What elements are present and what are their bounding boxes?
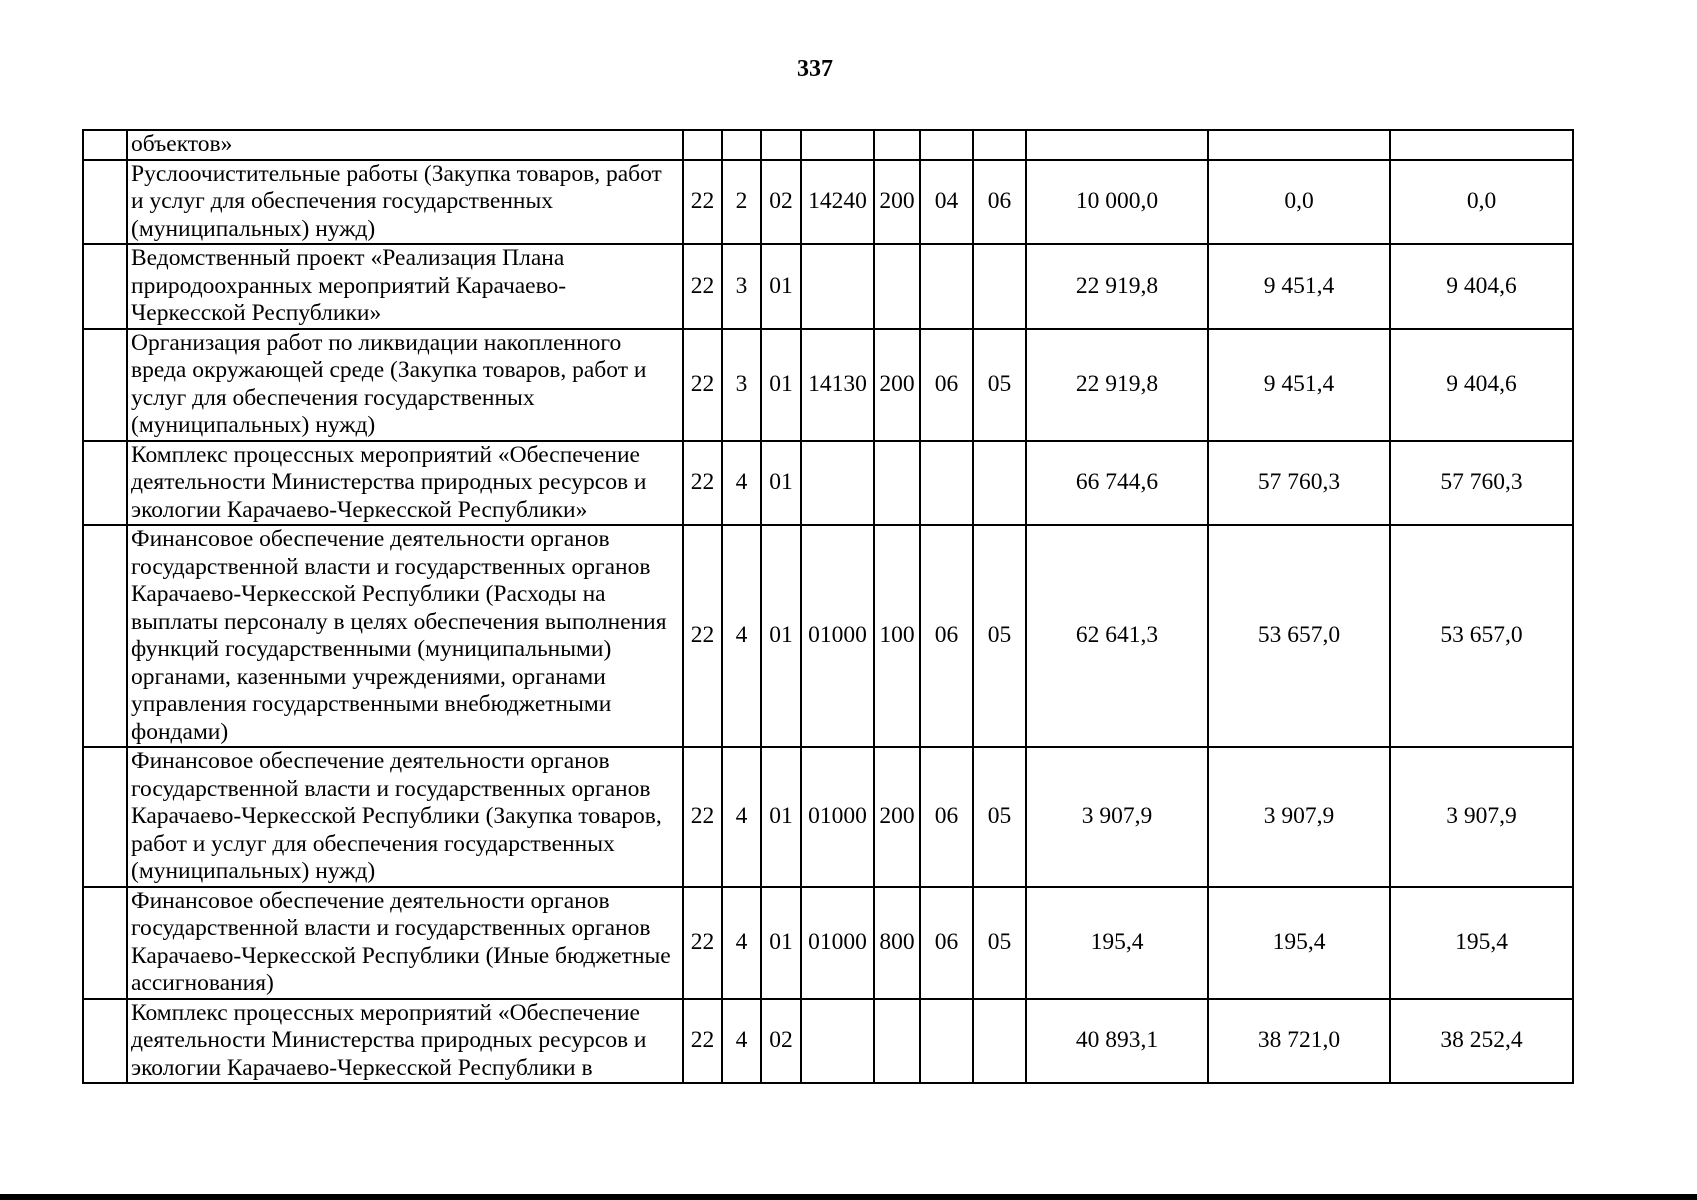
table-body <box>83 130 1573 1083</box>
table-row <box>83 999 1573 1084</box>
code-cell-ministry: 22 <box>683 441 722 526</box>
table-row <box>83 525 1573 747</box>
code-cell-section <box>920 130 973 160</box>
table-row <box>83 747 1573 887</box>
code-cell-section <box>920 441 973 526</box>
code-cell-expense-type: 200 <box>874 160 920 245</box>
code-cell-subsection: 05 <box>973 329 1026 441</box>
amount-cell-year1 <box>1026 130 1208 160</box>
amount-cell-year3: 195,4 <box>1390 887 1573 999</box>
code-cell-subprogram: 01 <box>761 525 801 747</box>
description-cell: Ведомственный проект «Реализация Плана природоохранных мероприятий Карачаево-Черкесской Республики» <box>127 244 683 329</box>
code-cell-subprogram: 01 <box>761 244 801 329</box>
code-cell-direction: 01000 <box>801 747 874 887</box>
row-number-cell <box>83 999 127 1084</box>
description-cell: Финансовое обеспечение деятельности органов государственной власти и государственных органов Карачаево-Черкесской Республики (Закупка товаров, работ и услуг для обеспечения государственных (муниципальных) нужд) <box>127 747 683 887</box>
code-cell-section <box>920 999 973 1084</box>
amount-cell-year1: 22 919,8 <box>1026 329 1208 441</box>
code-cell-ministry: 22 <box>683 887 722 999</box>
amount-cell-year2: 0,0 <box>1208 160 1390 245</box>
description-cell: Организация работ по ликвидации накопленного вреда окружающей среде (Закупка товаров, работ и услуг для обеспечения государственных (муниципальных) нужд) <box>127 329 683 441</box>
code-cell-ministry: 22 <box>683 329 722 441</box>
code-cell-ministry: 22 <box>683 747 722 887</box>
amount-cell-year2: 38 721,0 <box>1208 999 1390 1084</box>
amount-cell-year1: 66 744,6 <box>1026 441 1208 526</box>
description-cell: Комплекс процессных мероприятий «Обеспечение деятельности Министерства природных ресурсов и экологии Карачаево-Черкесской Республики» <box>127 441 683 526</box>
row-number-cell <box>83 244 127 329</box>
amount-cell-year3: 57 760,3 <box>1390 441 1573 526</box>
budget-table <box>82 129 1574 1084</box>
code-cell-subsection: 06 <box>973 160 1026 245</box>
code-cell-expense-type: 100 <box>874 525 920 747</box>
page-number: 337 <box>797 56 833 82</box>
code-cell-section <box>920 244 973 329</box>
code-cell-expense-type <box>874 441 920 526</box>
code-cell-subprogram: 01 <box>761 441 801 526</box>
amount-cell-year2: 57 760,3 <box>1208 441 1390 526</box>
code-cell-subsection: 05 <box>973 747 1026 887</box>
table-row <box>83 441 1573 526</box>
amount-cell-year3: 0,0 <box>1390 160 1573 245</box>
amount-cell-year1: 3 907,9 <box>1026 747 1208 887</box>
row-number-cell <box>83 329 127 441</box>
code-cell-ministry <box>683 130 722 160</box>
code-cell-program: 3 <box>722 244 761 329</box>
amount-cell-year2 <box>1208 130 1390 160</box>
table-row <box>83 329 1573 441</box>
code-cell-program: 4 <box>722 887 761 999</box>
amount-cell-year2: 3 907,9 <box>1208 747 1390 887</box>
code-cell-program: 4 <box>722 999 761 1084</box>
row-number-cell <box>83 525 127 747</box>
code-cell-direction <box>801 130 874 160</box>
amount-cell-year1: 10 000,0 <box>1026 160 1208 245</box>
code-cell-program: 4 <box>722 747 761 887</box>
code-cell-direction <box>801 999 874 1084</box>
amount-cell-year2: 53 657,0 <box>1208 525 1390 747</box>
code-cell-ministry: 22 <box>683 160 722 245</box>
code-cell-program: 4 <box>722 441 761 526</box>
description-cell: Финансовое обеспечение деятельности органов государственной власти и государственных органов Карачаево-Черкесской Республики (Расходы на выплаты персоналу в целях обеспечения выполнения функций государственными (муниципальными) органами, казенными учреждениями, органами управления государственными внебюджетными фондами) <box>127 525 683 747</box>
code-cell-subprogram: 02 <box>761 160 801 245</box>
code-cell-direction: 01000 <box>801 887 874 999</box>
code-cell-subsection <box>973 244 1026 329</box>
code-cell-ministry: 22 <box>683 999 722 1084</box>
code-cell-expense-type: 800 <box>874 887 920 999</box>
description-cell: Финансовое обеспечение деятельности органов государственной власти и государственных органов Карачаево-Черкесской Республики (Иные бюджетные ассигнования) <box>127 887 683 999</box>
code-cell-direction <box>801 244 874 329</box>
code-cell-ministry: 22 <box>683 244 722 329</box>
amount-cell-year3: 3 907,9 <box>1390 747 1573 887</box>
code-cell-program: 4 <box>722 525 761 747</box>
code-cell-direction: 14130 <box>801 329 874 441</box>
row-number-cell <box>83 747 127 887</box>
table-row <box>83 887 1573 999</box>
amount-cell-year2: 9 451,4 <box>1208 244 1390 329</box>
amount-cell-year3 <box>1390 130 1573 160</box>
code-cell-subsection <box>973 441 1026 526</box>
code-cell-subsection: 05 <box>973 887 1026 999</box>
amount-cell-year2: 195,4 <box>1208 887 1390 999</box>
amount-cell-year1: 62 641,3 <box>1026 525 1208 747</box>
code-cell-expense-type <box>874 244 920 329</box>
code-cell-subprogram: 01 <box>761 747 801 887</box>
code-cell-subprogram: 01 <box>761 329 801 441</box>
code-cell-program: 2 <box>722 160 761 245</box>
table-row <box>83 160 1573 245</box>
amount-cell-year1: 40 893,1 <box>1026 999 1208 1084</box>
description-cell: объектов» <box>127 130 683 160</box>
code-cell-subprogram: 02 <box>761 999 801 1084</box>
table-row <box>83 244 1573 329</box>
amount-cell-year1: 195,4 <box>1026 887 1208 999</box>
scan-edge-line <box>0 1194 1697 1200</box>
code-cell-section: 04 <box>920 160 973 245</box>
code-cell-expense-type: 200 <box>874 329 920 441</box>
code-cell-direction: 01000 <box>801 525 874 747</box>
code-cell-expense-type <box>874 999 920 1084</box>
code-cell-direction: 14240 <box>801 160 874 245</box>
code-cell-section: 06 <box>920 525 973 747</box>
amount-cell-year3: 9 404,6 <box>1390 329 1573 441</box>
code-cell-subsection <box>973 130 1026 160</box>
amount-cell-year1: 22 919,8 <box>1026 244 1208 329</box>
code-cell-subsection <box>973 999 1026 1084</box>
code-cell-subsection: 05 <box>973 525 1026 747</box>
code-cell-subprogram <box>761 130 801 160</box>
table-row <box>83 130 1573 160</box>
code-cell-direction <box>801 441 874 526</box>
row-number-cell <box>83 160 127 245</box>
row-number-cell <box>83 441 127 526</box>
code-cell-subprogram: 01 <box>761 887 801 999</box>
row-number-cell <box>83 130 127 160</box>
code-cell-program: 3 <box>722 329 761 441</box>
code-cell-expense-type <box>874 130 920 160</box>
description-cell: Комплекс процессных мероприятий «Обеспечение деятельности Министерства природных ресурсов и экологии Карачаево-Черкесской Республики в <box>127 999 683 1084</box>
code-cell-expense-type: 200 <box>874 747 920 887</box>
row-number-cell <box>83 887 127 999</box>
code-cell-section: 06 <box>920 887 973 999</box>
amount-cell-year3: 9 404,6 <box>1390 244 1573 329</box>
code-cell-section: 06 <box>920 329 973 441</box>
description-cell: Руслоочистительные работы (Закупка товаров, работ и услуг для обеспечения государственных (муниципальных) нужд) <box>127 160 683 245</box>
amount-cell-year2: 9 451,4 <box>1208 329 1390 441</box>
amount-cell-year3: 38 252,4 <box>1390 999 1573 1084</box>
code-cell-section: 06 <box>920 747 973 887</box>
amount-cell-year3: 53 657,0 <box>1390 525 1573 747</box>
code-cell-ministry: 22 <box>683 525 722 747</box>
code-cell-program <box>722 130 761 160</box>
